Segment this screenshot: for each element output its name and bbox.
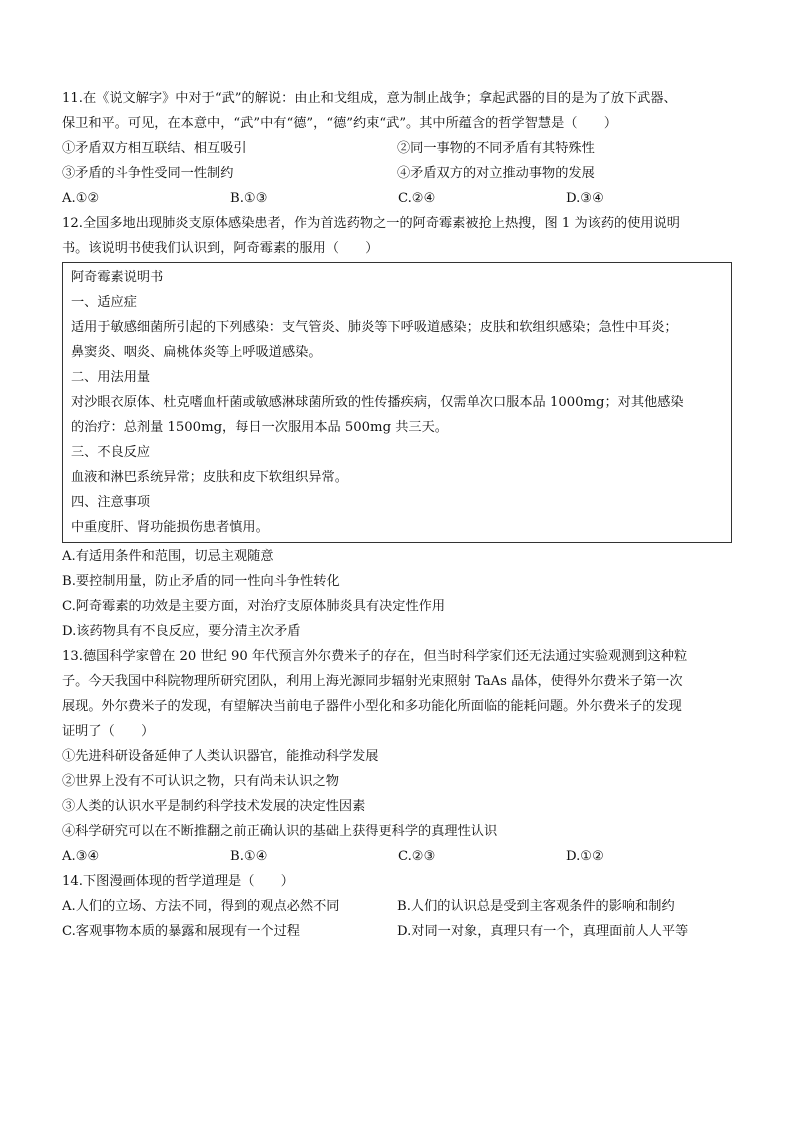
instructions-title: 阿奇霉素说明书 — [71, 270, 164, 285]
q13-stem-line-4: 证明了（ ） — [62, 724, 155, 739]
q13-option-c: C.②③ — [398, 849, 436, 864]
question-14 — [62, 869, 732, 944]
q14-options — [62, 894, 732, 944]
q11-statement-1: ①矛盾双方相互联结、相互吸引 — [62, 141, 247, 156]
q13-options — [62, 844, 732, 869]
q13-statement-1: ①先进科研设备延伸了人类认识器官，能推动科学发展 — [62, 749, 379, 764]
q14-stem: 14.下图漫画体现的哲学道理是（ ） — [62, 874, 294, 889]
q14-option-c: C.客观事物本质的暴露和展现有一个过程 — [62, 924, 300, 939]
instructions-dosage-line-1: 对沙眼衣原体、杜克嗜血杆菌或敏感淋球菌所致的性传播疾病，仅需单次口服本品 1000mg；对其他感染 — [71, 395, 684, 410]
question-13 — [62, 644, 732, 869]
instructions-section-dosage: 二、用法用量 — [71, 370, 151, 385]
q12-option-c: C.阿奇霉素的功效是主要方面，对治疗支原体肺炎具有决定性作用 — [62, 599, 446, 614]
medicine-instructions-box — [62, 262, 732, 543]
q11-statement-3: ③矛盾的斗争性受同一性制约 — [62, 166, 234, 181]
q12-stem-line-1: 12.全国多地出现肺炎支原体感染患者，作为首选药物之一的阿奇霉素被抢上热搜，图 1 为该药的使用说明 — [62, 216, 680, 231]
q12-option-d: D.该药物具有不良反应，要分清主次矛盾 — [62, 624, 301, 639]
q11-statements — [62, 136, 732, 186]
instructions-precautions-line: 中重度肝、肾功能损伤患者慎用。 — [71, 520, 269, 535]
q13-stem-line-2: 子。今天我国中科院物理所研究团队，利用上海光源同步辐射光束照射 TaAs 晶体，使得外尔费米子第一次 — [62, 674, 683, 689]
q13-stem-line-3: 展现。外尔费米子的发现，有望解决当前电子器件小型化和多功能化所面临的能耗问题。外尔费米子的发现 — [62, 699, 682, 714]
instructions-dosage-line-2: 的治疗：总剂量 1500mg，每日一次服用本品 500mg 共三天。 — [71, 420, 448, 435]
q11-stem-line-2: 保卫和平。可见，在本意中，“武”中有“德”，“德”约束“武”。其中所蕴含的哲学智慧是（ ） — [62, 116, 618, 131]
q13-option-a: A.③④ — [62, 849, 100, 864]
q11-option-a: A.①② — [62, 191, 100, 206]
instructions-indications-line-1: 适用于敏感细菌所引起的下列感染：支气管炎、肺炎等下呼吸道感染；皮肤和软组织感染；急性中耳炎； — [71, 320, 678, 335]
q13-option-b: B.①④ — [230, 849, 268, 864]
q14-option-a: A.人们的立场、方法不同，得到的观点必然不同 — [62, 899, 340, 914]
q11-options — [62, 186, 732, 211]
q11-stem-line-1: 11.在《说文解字》中对于“武”的解说：由止和戈组成，意为制止战争；拿起武器的目的是为了放下武器、 — [62, 91, 677, 106]
question-12 — [62, 211, 732, 644]
q11-option-b: B.①③ — [230, 191, 268, 206]
instructions-section-precautions: 四、注意事项 — [71, 495, 151, 510]
q14-option-d: D.对同一对象，真理只有一个，真理面前人人平等 — [397, 924, 689, 939]
q11-statement-2: ②同一事物的不同矛盾有其特殊性 — [397, 141, 595, 156]
instructions-section-adverse: 三、不良反应 — [71, 445, 151, 460]
q13-statement-2: ②世界上没有不可认识之物，只有尚未认识之物 — [62, 774, 339, 789]
question-11 — [62, 86, 732, 211]
q13-statement-4: ④科学研究可以在不断推翻之前正确认识的基础上获得更科学的真理性认识 — [62, 824, 498, 839]
q13-option-d: D.①② — [566, 849, 604, 864]
q14-option-b: B.人们的认识总是受到主客观条件的影响和制约 — [397, 899, 675, 914]
q11-option-c: C.②④ — [398, 191, 436, 206]
instructions-adverse-line: 血液和淋巴系统异常；皮肤和皮下软组织异常。 — [71, 470, 348, 485]
q13-stem-line-1: 13.德国科学家曾在 20 世纪 90 年代预言外尔费米子的存在，但当时科学家们还无法通过实验观测到这种粒 — [62, 649, 688, 664]
exam-page — [62, 86, 732, 944]
instructions-indications-line-2: 鼻窦炎、咽炎、扁桃体炎等上呼吸道感染。 — [71, 345, 322, 360]
q11-option-d: D.③④ — [566, 191, 604, 206]
q13-statement-3: ③人类的认识水平是制约科学技术发展的决定性因素 — [62, 799, 366, 814]
q12-option-a: A.有适用条件和范围，切忌主观随意 — [62, 549, 274, 564]
q12-option-b: B.要控制用量，防止矛盾的同一性向斗争性转化 — [62, 574, 340, 589]
q12-stem-line-2: 书。该说明书使我们认识到，阿奇霉素的服用（ ） — [62, 241, 379, 256]
q11-statement-4: ④矛盾双方的对立推动事物的发展 — [397, 166, 595, 181]
instructions-section-indications: 一、适应症 — [71, 295, 137, 310]
